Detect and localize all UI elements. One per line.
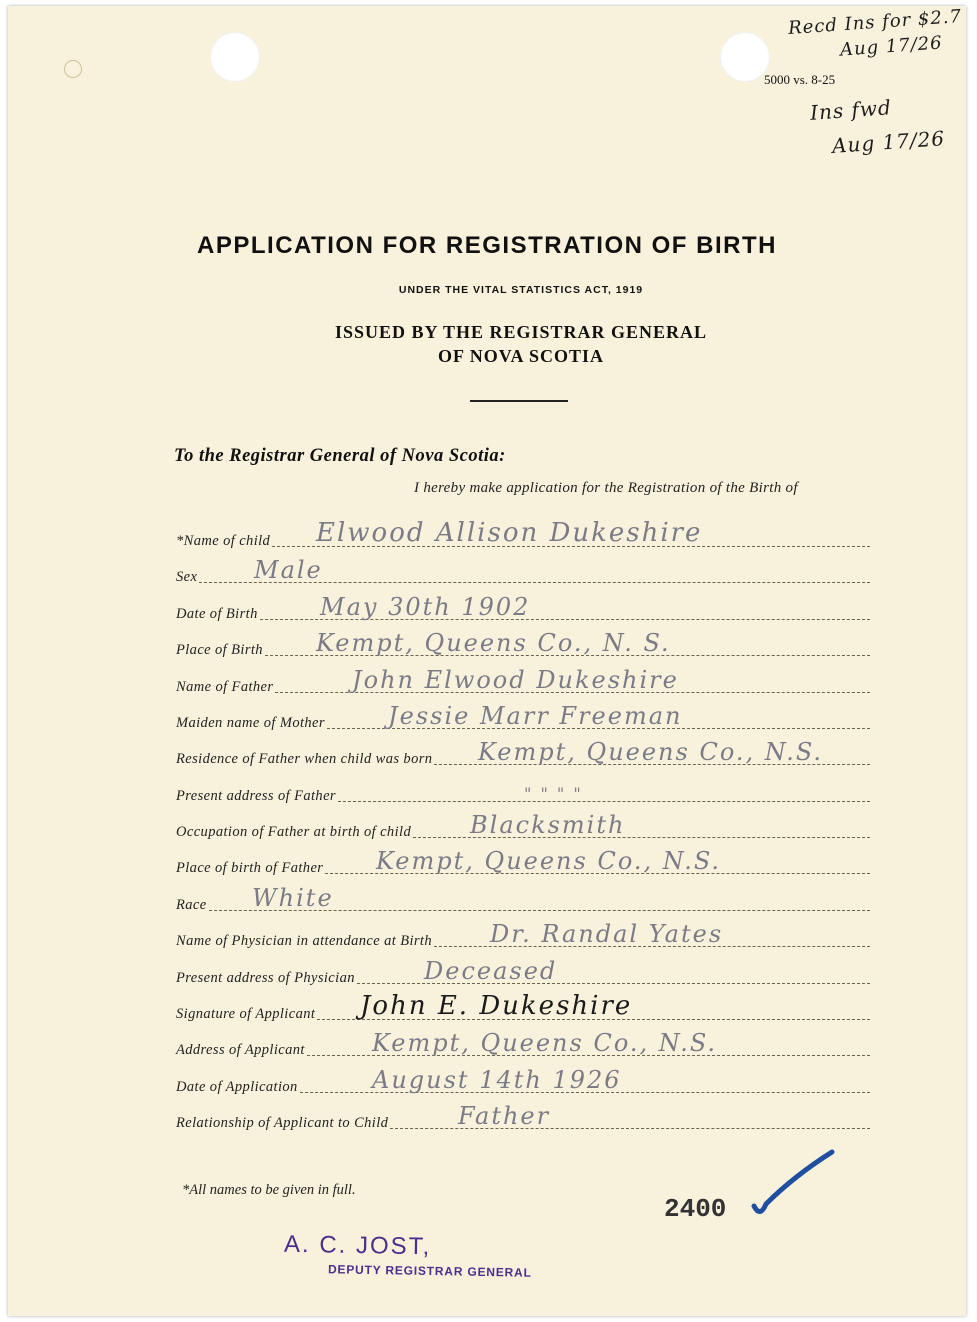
form-code: 5000 vs. 8-25	[764, 72, 836, 87]
field-value: May 30th 1902	[320, 593, 531, 621]
field-race	[176, 886, 870, 916]
field-date-of-birth	[176, 595, 870, 625]
field-label: Occupation of Father at birth of child	[176, 824, 412, 840]
handwritten-note-receipt-line1: Recd Ins for $2.7	[787, 6, 963, 40]
issuer-line-2: OF NOVA SCOTIA	[437, 346, 605, 366]
punch-hole-right	[720, 32, 770, 82]
footnote: *All names to be given in full.	[182, 1182, 356, 1198]
field-label: Signature of Applicant	[176, 1006, 316, 1022]
field-value: Kempt, Queens Co., N.S.	[376, 847, 722, 875]
field-label: Sex	[176, 569, 198, 585]
checkmark-icon	[746, 1146, 836, 1226]
field-value: Blacksmith	[470, 811, 626, 839]
field-value: August 14th 1926	[372, 1066, 622, 1094]
page-subtitle: UNDER THE VITAL STATISTICS ACT, 1919	[398, 284, 644, 296]
field-label: Residence of Father when child was born	[176, 751, 433, 767]
field-present-address-of-physician	[176, 959, 870, 989]
field-value: White	[252, 884, 334, 912]
field-value: Dr. Randal Yates	[490, 920, 724, 948]
field-label: Place of Birth	[176, 642, 263, 658]
checkmark-stroke	[754, 1152, 832, 1212]
field-maiden-name-of-mother	[176, 704, 870, 734]
handwritten-note-forward-line1: Ins fwd	[809, 95, 893, 125]
field-name-of-physician	[176, 922, 870, 952]
document-page	[8, 6, 966, 1316]
field-label: *Name of child	[176, 533, 271, 549]
divider	[470, 400, 568, 402]
field-label: Date of Birth	[176, 606, 258, 622]
field-occupation-of-father	[176, 813, 870, 843]
field-label: Present address of Father	[176, 788, 336, 804]
issuer-heading	[8, 320, 966, 368]
salutation: To the Registrar General of Nova Scotia:	[174, 446, 506, 466]
applicant-signature: John E. Dukeshire	[360, 991, 633, 1021]
field-value: Kempt, Queens Co., N. S.	[316, 629, 671, 657]
field-place-of-birth	[176, 631, 870, 661]
registrar-stamp-name: A. C. JOST,	[283, 1230, 432, 1261]
field-label: Name of Physician in attendance at Birth	[176, 933, 433, 949]
field-value: " " " "	[524, 784, 583, 803]
field-label: Race	[176, 897, 207, 913]
field-signature-of-applicant	[176, 991, 870, 1025]
field-value: John Elwood Dukeshire	[352, 666, 679, 694]
field-label: Relationship of Applicant to Child	[176, 1115, 389, 1131]
field-sex	[176, 558, 870, 588]
registrar-stamp-title: DEPUTY REGISTRAR GENERAL	[327, 1262, 532, 1280]
field-value: Jessie Marr Freeman	[388, 702, 683, 730]
field-date-of-application	[176, 1068, 870, 1098]
field-value: Kempt, Queens Co., N.S.	[372, 1029, 718, 1057]
handwritten-note-receipt-line2: Aug 17/26	[839, 32, 944, 61]
field-name-of-father	[176, 668, 870, 698]
punch-hole-left	[210, 32, 260, 82]
issuer-line-1: ISSUED BY THE REGISTRAR GENERAL	[334, 322, 708, 342]
field-address-of-applicant	[176, 1031, 870, 1061]
field-label: Name of Father	[176, 679, 274, 695]
field-value: Male	[254, 556, 323, 584]
field-present-address-of-father	[176, 777, 870, 807]
page-title: APPLICATION FOR REGISTRATION OF BIRTH	[197, 232, 777, 259]
paper-mark	[64, 60, 82, 78]
field-label: Place of birth of Father	[176, 860, 324, 876]
field-residence-of-father	[176, 740, 870, 770]
field-value: Elwood Allison Dukeshire	[316, 518, 703, 548]
field-value: Kempt, Queens Co., N.S.	[478, 738, 824, 766]
field-relationship-of-applicant	[176, 1104, 870, 1134]
field-label: Present address of Physician	[176, 970, 355, 986]
handwritten-note-forward-line2: Aug 17/26	[831, 126, 946, 158]
registration-number-stamp: 2400	[664, 1194, 727, 1224]
dotted-leader	[338, 801, 870, 802]
field-value: Father	[458, 1102, 551, 1130]
field-label: Date of Application	[176, 1079, 298, 1095]
intro-statement: I hereby make application for the Registration of the Birth of	[414, 480, 798, 496]
field-place-of-birth-of-father	[176, 849, 870, 879]
field-name-of-child	[176, 518, 870, 552]
field-label: Maiden name of Mother	[176, 715, 325, 731]
field-label: Address of Applicant	[176, 1042, 305, 1058]
field-value: Deceased	[424, 957, 558, 985]
